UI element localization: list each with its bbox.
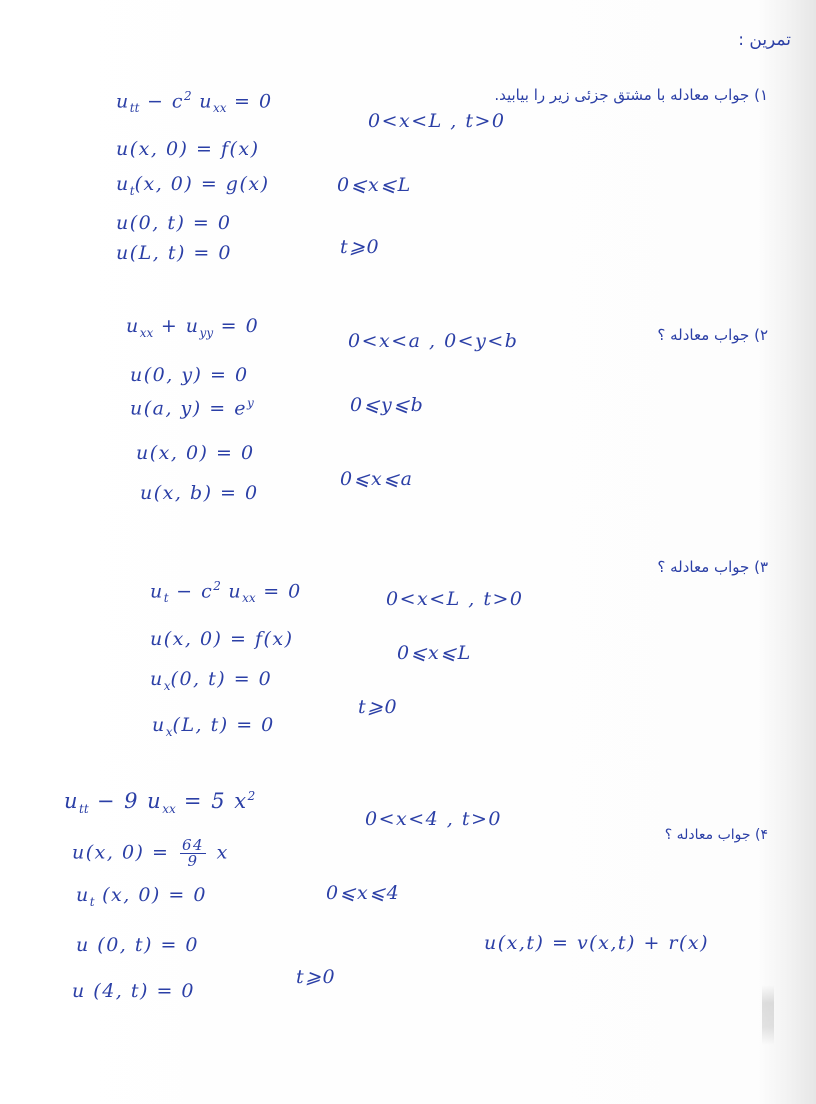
problem-3-equation-domain: 0<x<L , t>0 [386, 588, 524, 610]
problem-1-initial-condition-2: $u_t(x$, 0) = g(x) [116, 173, 270, 198]
problem-2-equation-domain: 0<x<a , 0<y<b [348, 330, 519, 352]
problem-3-initial-domain: 0⩽x⩽L [397, 642, 472, 664]
problem-4-initial-condition-1: u(x, 0) = $\frac{64}{9}$ x [72, 836, 229, 870]
problem-1-initial-domain: 0⩽x⩽L [337, 174, 412, 196]
problem-3-boundary-1: $u_x(0$, t) = 0 [150, 668, 273, 693]
problem-1-equation-domain: 0<x<L , t>0 [368, 110, 506, 132]
problem-3-boundary-2: $u_x(L$, t) = 0 [152, 714, 275, 739]
problem-2-heading: ۲) جواب معادله ؟ [657, 326, 768, 344]
problem-4-initial-condition-2: $u_t$ (x, 0) = 0 [76, 884, 207, 909]
problem-2-equation: $u_{xx} + u_{yy} = 0$ [126, 315, 260, 340]
problem-1-initial-condition-1: u(x, 0) = f(x) [116, 138, 260, 160]
problem-4-equation-domain: 0<x<4 , t>0 [365, 808, 502, 830]
problem-2-boundary-1: u(0, y) = 0 [130, 364, 249, 386]
problem-4-solution-hint: u(x,t) = v(x,t) + r(x) [484, 932, 710, 954]
scan-edge-shadow [762, 985, 774, 1045]
problem-3-initial-condition: u(x, 0) = f(x) [150, 628, 294, 650]
problem-2-boundary-3: u(x, 0) = 0 [136, 442, 255, 464]
problem-1-heading: ۱) جواب معادله با مشتق جزئی زیر را بیابید. [494, 86, 768, 104]
problem-4-heading: ۴) جواب معادله ؟ [664, 827, 768, 843]
fraction-64-over-9: $\frac{64}{9}$ [181, 836, 205, 870]
problem-1-boundary-1: u(0, t) = 0 [116, 212, 232, 234]
problem-2-boundary-domain-y: 0⩽y⩽b [350, 394, 425, 416]
problem-2-boundary-4: u(x, b) = 0 [140, 482, 259, 504]
problem-2-boundary-domain-x: 0⩽x⩽a [340, 468, 414, 490]
problem-4-boundary-1: u (0, t) = 0 [76, 934, 199, 956]
problem-2-boundary-2: u(a, $y) = e^y$ [130, 396, 254, 420]
problem-4-boundary-domain: t⩾0 [296, 966, 337, 988]
problem-4-equation: $u_{tt} - 9$ $u_{xx} = 5$ $x^2$ [64, 789, 256, 817]
problem-4-boundary-2: u (4, t) = 0 [72, 980, 195, 1002]
page-title: تمرین : [738, 30, 791, 50]
problem-1-equation: $u_{tt} - c^2$ $u_{xx} = 0$ [116, 89, 273, 116]
problem-1-boundary-2: u(L, t) = 0 [116, 242, 232, 264]
problem-3-heading: ۳) جواب معادله ؟ [657, 558, 768, 576]
problem-1-boundary-domain: t⩾0 [340, 236, 381, 258]
problem-4-initial-domain: 0⩽x⩽4 [326, 882, 401, 904]
problem-3-boundary-domain: t⩾0 [358, 696, 399, 718]
problem-3-equation: $u_t - c^2$ $u_{xx} = 0$ [150, 579, 302, 606]
